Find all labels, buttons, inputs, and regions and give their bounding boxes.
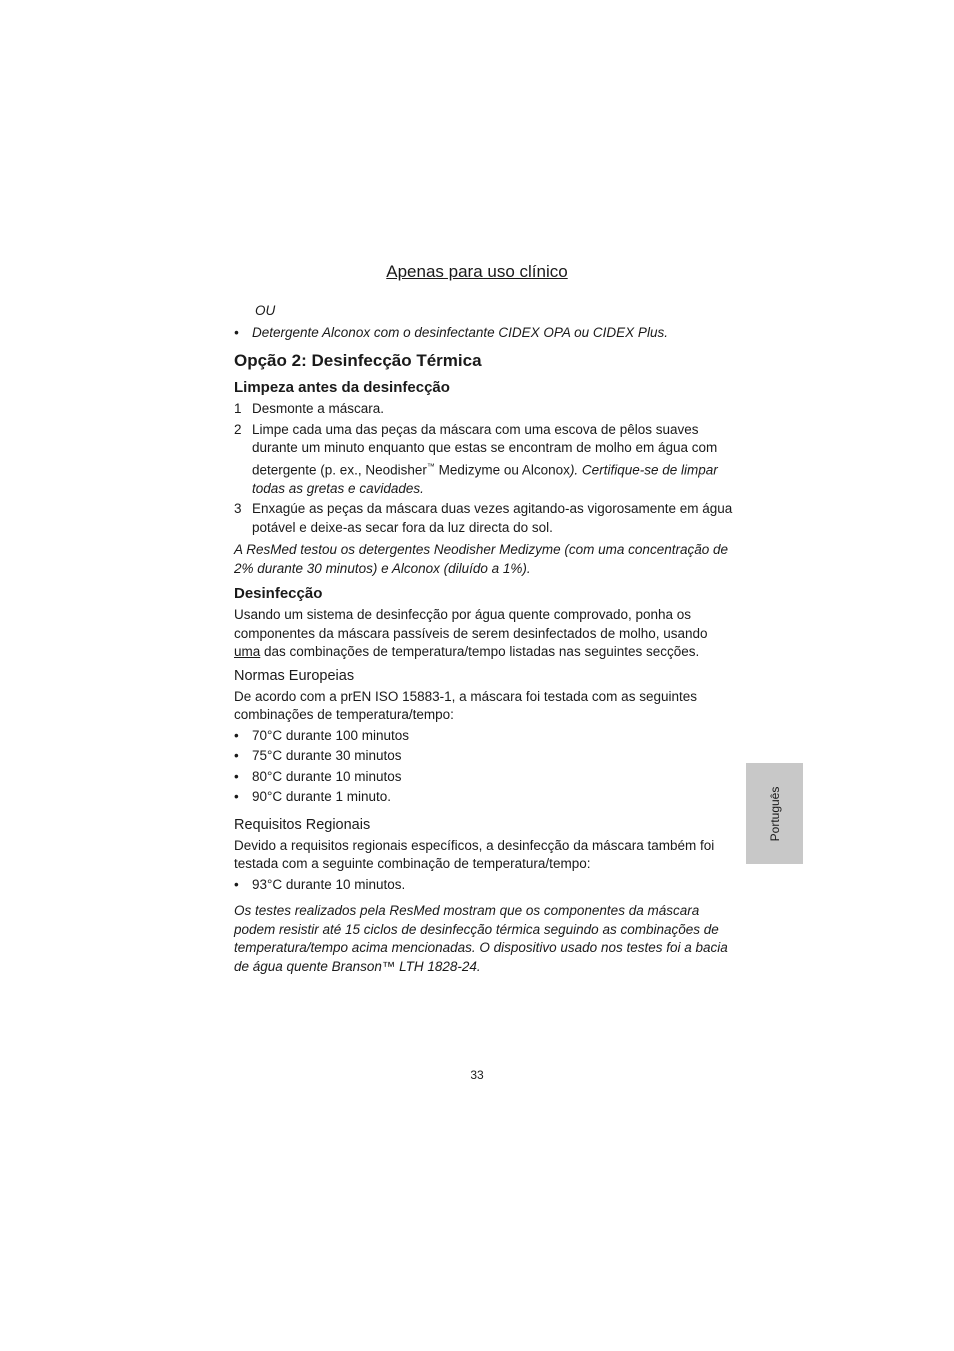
- trademark-symbol: ™: [426, 461, 435, 471]
- language-tab-label: Português: [767, 786, 782, 841]
- regional-requirements-heading: Requisitos Regionais: [234, 816, 371, 833]
- cleaning-step-3: [234, 500, 734, 537]
- step-text-continued: Medizyme ou Alconox: [434, 462, 570, 477]
- cleaning-step-1: [234, 400, 734, 419]
- intro-bullet-item: • Detergente Alconox com o desinfectante CIDEX OPA ou CIDEX Plus.: [234, 324, 734, 343]
- list-item: • 80°C durante 10 minutos: [234, 768, 734, 787]
- step-text-italic: ). Certifique-se de limpar todas as gretas e cavidades.: [252, 462, 718, 496]
- cleaning-note: A ResMed testou os detergentes Neodisher Medizyme (com uma concentração de 2% durante 30 minutos) e Alconox (diluído a 1%).: [234, 542, 728, 576]
- list-item: • 90°C durante 1 minuto.: [234, 788, 734, 807]
- disinfection-note: Os testes realizados pela ResMed mostram que os componentes da máscara podem resistir até 15 ciclos de desinfecção térmica seguindo as combinações de temperatura/tempo acima mencionadas. O dispositivo usado nos testes foi a bacia de água quente Branson™ LTH 1828-24.: [234, 903, 728, 974]
- european-temperature-list: [234, 727, 734, 807]
- or-separator: OU: [255, 303, 276, 318]
- step-text: Desmonte a máscara.: [252, 401, 385, 416]
- european-standards-heading: Normas Europeias: [234, 667, 355, 684]
- language-side-tab: [746, 763, 803, 864]
- main-content: [234, 302, 734, 982]
- step-text: Limpe cada uma das peças da máscara com uma escova de pêlos suaves durante um minuto enquanto que estas se encontram de molho em água com detergente (p. ex., Neodisher: [252, 421, 718, 477]
- step-number: 1: [234, 401, 242, 416]
- disinfection-text-continued: das combinações de temperatura/tempo listadas nas seguintes secções.: [260, 644, 700, 659]
- page-header-title: Apenas para uso clínico: [386, 262, 568, 281]
- disinfection-text: Usando um sistema de desinfecção por água quente comprovado, ponha os componentes da máscara passíveis de serem desinfectados de molho, usando: [234, 607, 708, 641]
- regional-temperature-list: [234, 876, 734, 895]
- list-item: • 93°C durante 10 minutos.: [234, 876, 734, 895]
- list-item: • 75°C durante 30 minutos: [234, 747, 734, 766]
- disinfection-paragraph: [234, 606, 734, 662]
- disinfection-underlined: uma: [234, 644, 261, 659]
- step-number: 2: [234, 421, 242, 437]
- disinfection-heading: Desinfecção: [234, 585, 323, 602]
- step-text: Enxagúe as peças da máscara duas vezes agitando-as vigorosamente em água potável e deixe-as secar fora da luz directa do sol.: [252, 501, 733, 535]
- page-number: 33: [470, 1068, 484, 1082]
- cleaning-step-2: [234, 421, 734, 499]
- regional-requirements-text: Devido a requisitos regionais específicos, a desinfecção da máscara também foi testada com a seguinte combinação de temperatura/tempo:: [234, 837, 715, 871]
- option-2-heading: Opção 2: Desinfecção Térmica: [234, 351, 482, 370]
- step-number: 3: [234, 501, 242, 516]
- european-standards-text: De acordo com a prEN ISO 15883-1, a máscara foi testada com as seguintes combinações de temperatura/tempo:: [234, 688, 697, 722]
- list-item: • 70°C durante 100 minutos: [234, 727, 734, 746]
- cleaning-heading: Limpeza antes da desinfecção: [234, 379, 450, 396]
